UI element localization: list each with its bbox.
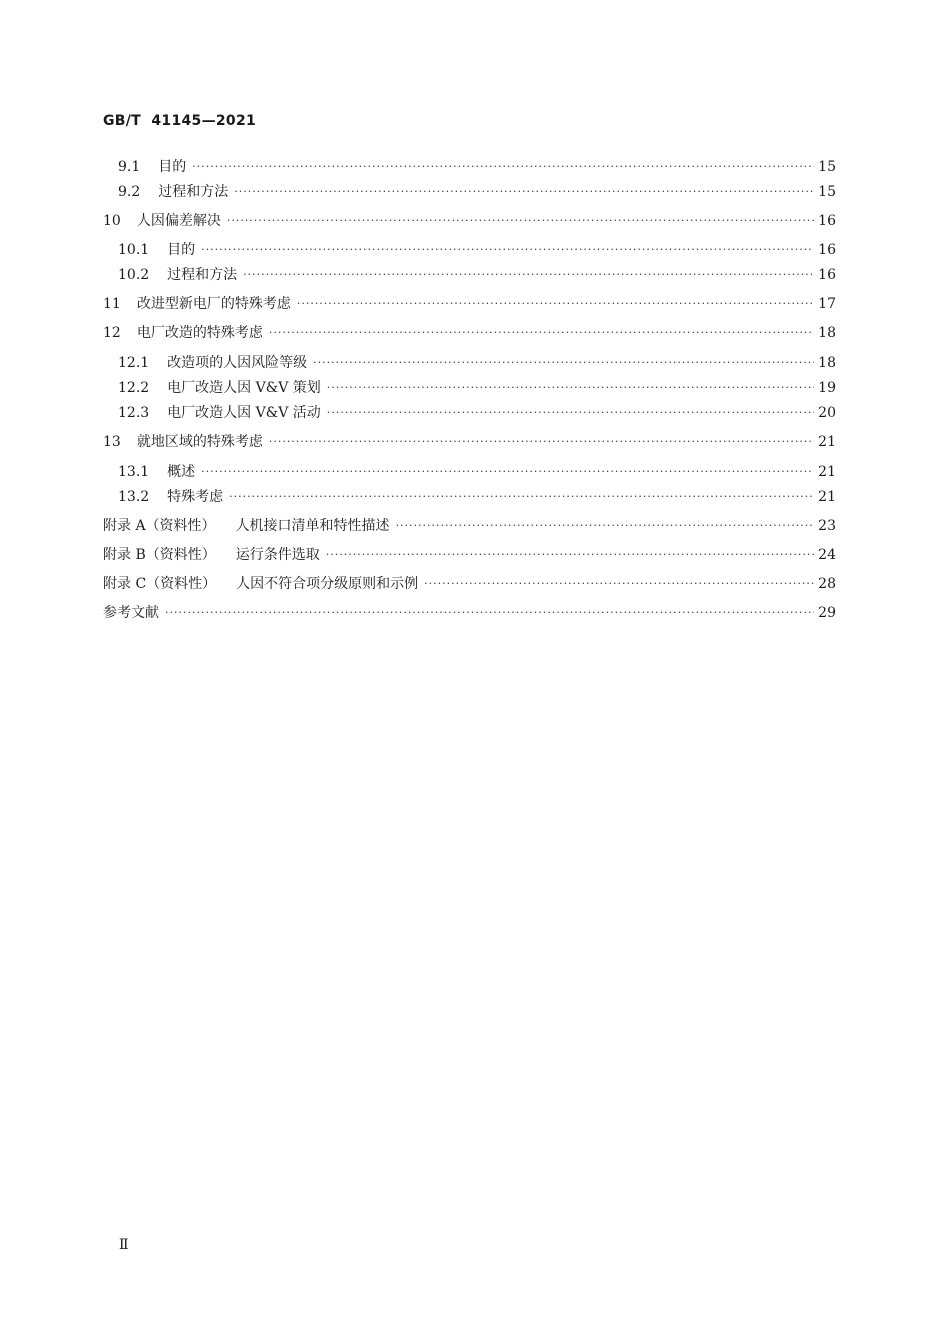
dot-leader [269, 432, 814, 452]
entry-page-number: 17 [818, 296, 836, 312]
entry-page-number: 15 [818, 184, 836, 200]
toc-entry[interactable] [103, 182, 836, 202]
entry-page-number: 16 [818, 242, 836, 258]
toc-entry[interactable] [103, 462, 836, 482]
toc-entry[interactable] [103, 432, 836, 452]
entry-number: 13.1 [118, 464, 150, 480]
entry-title: 过程和方法 [167, 267, 238, 283]
entry-page-number: 24 [818, 547, 836, 563]
toc-entry[interactable] [103, 294, 836, 314]
dot-leader [201, 240, 814, 260]
entry-number: 12.2 [118, 380, 150, 396]
dot-leader [227, 211, 814, 231]
standard-code: GB/T 41145—2021 [103, 113, 257, 129]
toc-entry[interactable] [103, 211, 836, 231]
dot-leader [229, 487, 814, 507]
dot-leader [269, 323, 814, 343]
entry-page-number: 16 [818, 267, 836, 283]
entry-page-number: 29 [818, 605, 836, 621]
dot-leader [396, 516, 814, 536]
entry-title: 目的 [158, 159, 187, 175]
entry-number: 参考文献 [103, 605, 159, 621]
entry-number: 12.1 [118, 355, 150, 371]
dot-leader [326, 545, 814, 565]
dot-leader [192, 157, 814, 177]
entry-title: 特殊考虑 [167, 489, 224, 505]
entry-title: 就地区域的特殊考虑 [136, 434, 263, 450]
dot-leader [243, 265, 814, 285]
entry-number: 13 [103, 434, 121, 450]
toc-entry[interactable] [103, 603, 836, 623]
toc-entry[interactable] [103, 378, 836, 398]
dot-leader [424, 574, 814, 594]
entry-number: 附录 B（资料性） [103, 547, 216, 563]
toc-entry[interactable] [103, 265, 836, 285]
entry-title: 人因偏差解决 [136, 213, 221, 229]
entry-number: 10.1 [118, 242, 150, 258]
toc-entry[interactable] [103, 240, 836, 260]
entry-page-number: 28 [818, 576, 836, 592]
entry-number: 12.3 [118, 405, 150, 421]
entry-page-number: 19 [818, 380, 836, 396]
entry-title: 目的 [167, 242, 196, 258]
page-number: Ⅱ [119, 1237, 129, 1253]
toc-entry[interactable] [103, 516, 836, 536]
toc-entry[interactable] [103, 487, 836, 507]
entry-page-number: 18 [818, 355, 836, 371]
entry-title: 电厂改造人因 V&V 策划 [167, 380, 321, 396]
entry-number: 9.1 [118, 159, 141, 175]
entry-title: 概述 [167, 464, 196, 480]
entry-number: 12 [103, 325, 121, 341]
entry-number: 13.2 [118, 489, 150, 505]
entry-number: 附录 A（资料性） [103, 518, 216, 534]
dot-leader [327, 378, 814, 398]
entry-title: 改进型新电厂的特殊考虑 [136, 296, 291, 312]
entry-title: 人机接口清单和特性描述 [235, 518, 390, 534]
entry-number: 11 [103, 296, 121, 312]
entry-page-number: 21 [818, 434, 836, 450]
entry-page-number: 20 [818, 405, 836, 421]
dot-leader [327, 403, 814, 423]
toc-entry[interactable] [103, 157, 836, 177]
dot-leader [201, 462, 814, 482]
entry-title: 电厂改造人因 V&V 活动 [167, 405, 321, 421]
entry-page-number: 15 [818, 159, 836, 175]
entry-title: 运行条件选取 [235, 547, 320, 563]
entry-title: 过程和方法 [158, 184, 229, 200]
toc-entry[interactable] [103, 403, 836, 423]
entry-page-number: 23 [818, 518, 836, 534]
entry-number: 10.2 [118, 267, 150, 283]
dot-leader [313, 353, 814, 373]
dot-leader [297, 294, 814, 314]
dot-leader [234, 182, 814, 202]
entry-title: 人因不符合项分级原则和示例 [236, 576, 419, 592]
entry-page-number: 16 [818, 213, 836, 229]
entry-page-number: 21 [818, 489, 836, 505]
entry-number: 附录 C（资料性） [103, 576, 217, 592]
toc-entry[interactable] [103, 574, 836, 594]
entry-page-number: 18 [818, 325, 836, 341]
dot-leader [165, 603, 814, 623]
entry-title: 改造项的人因风险等级 [167, 355, 308, 371]
entry-number: 10 [103, 213, 121, 229]
toc-entry[interactable] [103, 323, 836, 343]
entry-number: 9.2 [118, 184, 141, 200]
toc-entry[interactable] [103, 545, 836, 565]
entry-page-number: 21 [818, 464, 836, 480]
entry-title: 电厂改造的特殊考虑 [136, 325, 263, 341]
toc-entry[interactable] [103, 353, 836, 373]
